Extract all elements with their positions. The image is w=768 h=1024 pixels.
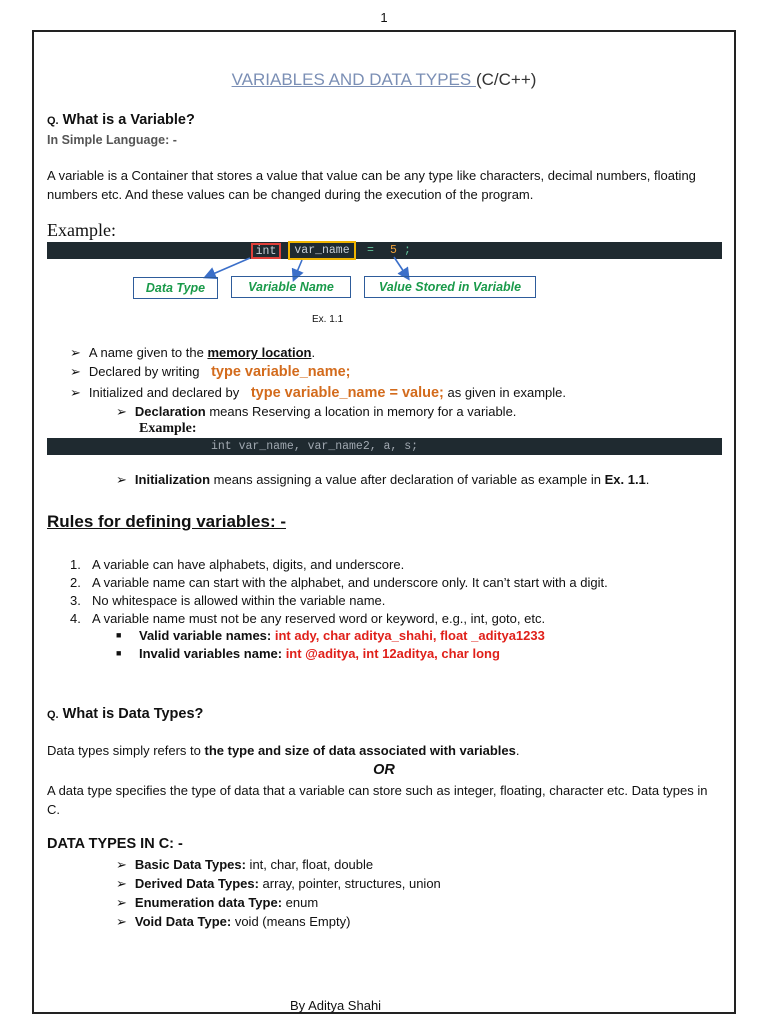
square-bullet-icon: ■ bbox=[116, 648, 122, 658]
data-type-item: ➢ Derived Data Types: array, pointer, structures, union bbox=[116, 876, 441, 891]
code-semicolon: ; bbox=[404, 244, 411, 257]
rule-item: 3. No whitespace is allowed within the variable name. bbox=[70, 593, 386, 608]
question-data-types: Q. What is Data Types? bbox=[47, 706, 204, 722]
code-variable-name: var_name bbox=[288, 241, 356, 260]
data-types-in-c-heading: DATA TYPES IN C: - bbox=[47, 836, 183, 852]
bullet-memory-location: ➢ A name given to the memory location. bbox=[70, 345, 316, 360]
data-type-definition: Data types simply refers to the type and size of data associated with variables. bbox=[47, 743, 520, 758]
declaration-code: int var_name, var_name2, a, s; bbox=[211, 440, 419, 453]
square-bullet-icon: ■ bbox=[116, 630, 122, 640]
data-type-item: ➢ Void Data Type: void (means Empty) bbox=[116, 914, 351, 929]
label-variable-name: Variable Name bbox=[231, 276, 351, 298]
footer-author: By Aditya Shahi bbox=[290, 998, 382, 1013]
label-data-type: Data Type bbox=[133, 277, 218, 299]
arrow-bullet-icon: ➢ bbox=[116, 876, 127, 891]
memory-location-link: memory location bbox=[207, 345, 312, 360]
label-value-stored: Value Stored in Variable bbox=[364, 276, 536, 298]
code-value: 5 bbox=[390, 244, 397, 257]
simple-language-label: In Simple Language: - bbox=[47, 133, 177, 147]
example-caption: Ex. 1.1 bbox=[312, 314, 344, 325]
invalid-names-item: ■ Invalid variables name: int @aditya, int 12aditya, char long bbox=[116, 646, 500, 661]
arrow-bullet-icon: ➢ bbox=[116, 895, 127, 910]
data-type-item: ➢ Basic Data Types: int, char, float, double bbox=[116, 857, 374, 872]
arrow-to-data-type bbox=[206, 258, 250, 277]
rule-item: 2. A variable name can start with the alphabet, and underscore only. It can’t start with a digit. bbox=[70, 575, 608, 590]
bullet-initialized: ➢ Initialized and declared by type variable_name = value; as given in example. bbox=[70, 385, 566, 401]
or-separator: OR bbox=[373, 762, 395, 778]
annotation-arrows bbox=[0, 0, 768, 300]
bullet-initialization: ➢ Initialization means assigning a value after declaration of variable as example in Ex. 1.1. bbox=[116, 472, 650, 487]
code-equals: = bbox=[367, 244, 374, 257]
bullet-declaration: ➢ Declaration means Reserving a location in memory for a variable. bbox=[116, 404, 517, 419]
arrow-bullet-icon: ➢ bbox=[70, 364, 81, 379]
q1-prefix: Q. bbox=[47, 115, 59, 127]
example-heading: Example: bbox=[47, 220, 116, 240]
variable-definition: A variable is a Container that stores a value that value can be any type like characters, decimal numbers, floating numbers etc. And these values can be changed during the execution of the program. bbox=[47, 168, 696, 202]
arrow-bullet-icon: ➢ bbox=[116, 857, 127, 872]
arrow-bullet-icon: ➢ bbox=[70, 345, 81, 360]
title-suffix: (C/C++) bbox=[475, 70, 537, 89]
arrow-bullet-icon: ➢ bbox=[116, 404, 127, 419]
page-number: 1 bbox=[380, 10, 388, 25]
rules-heading: Rules for defining variables: - bbox=[47, 512, 286, 531]
arrow-bullet-icon: ➢ bbox=[70, 385, 81, 400]
valid-names-item: ■ Valid variable names: int ady, char aditya_shahi, float _aditya1233 bbox=[116, 628, 545, 643]
title-main: VARIABLES AND DATA TYPES bbox=[231, 70, 476, 89]
rule-item: 4. A variable name must not be any reserved word or keyword, e.g., int, goto, etc. bbox=[70, 611, 546, 626]
data-type-definition-2: A data type specifies the type of data that a variable can store such as integer, floating, character etc. Data types in C. bbox=[47, 783, 708, 817]
q1-text: What is a Variable? bbox=[58, 112, 195, 128]
rule-item: 1. A variable can have alphabets, digits, and underscore. bbox=[70, 557, 405, 572]
arrow-to-value-stored bbox=[394, 257, 408, 278]
bullet-declared: ➢ Declared by writing type variable_name; bbox=[70, 364, 351, 380]
arrow-bullet-icon: ➢ bbox=[116, 472, 127, 487]
code-keyword-int: int bbox=[251, 243, 281, 259]
declaration-example-heading: Example: bbox=[139, 421, 197, 436]
data-type-item: ➢ Enumeration data Type: enum bbox=[116, 895, 319, 910]
arrow-bullet-icon: ➢ bbox=[116, 914, 127, 929]
